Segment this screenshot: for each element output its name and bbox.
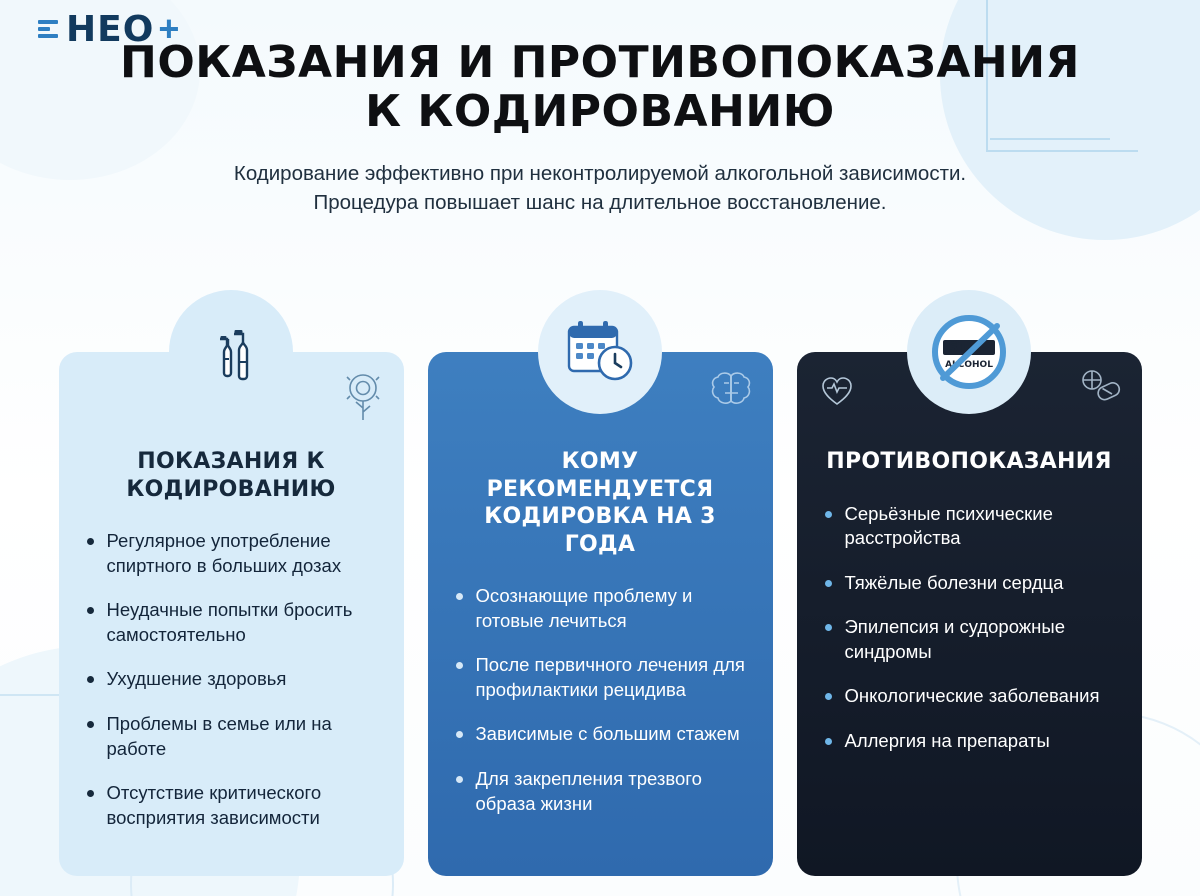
list-item: Для закрепления трезвого образа жизни — [454, 767, 747, 816]
list-item: Эпилепсия и судорожные синдромы — [823, 615, 1116, 664]
brand-plus: + — [158, 8, 180, 49]
brain-icon — [707, 368, 755, 417]
list-item: Аллергия на препараты — [823, 729, 1116, 754]
card-title: КОМУ РЕКОМЕНДУЕТСЯ КОДИРОВКА НА 3 ГОДА — [484, 449, 716, 557]
brand-name: HEO — [66, 8, 155, 50]
brand-logo — [38, 8, 179, 50]
pills-icon — [1078, 368, 1124, 419]
page-subtitle — [150, 159, 1050, 218]
list-item: Осознающие проблему и готовые лечиться — [454, 584, 747, 633]
list-item: Серьёзные психические расстройства — [823, 502, 1116, 551]
list-item: Отсутствие критического восприятия зависимости — [85, 781, 378, 830]
list-item: Зависимые с большим стажем — [454, 722, 747, 747]
alcohol-label: ALCOHOL — [945, 360, 993, 370]
page-title: ПОКАЗАНИЯ И ПРОТИВОПОКАЗАНИЯ К КОДИРОВАНИЮ — [120, 37, 1080, 138]
list-item: Онкологические заболевания — [823, 684, 1116, 709]
card-title: ПОКАЗАНИЯ К КОДИРОВАНИЮ — [126, 449, 336, 502]
list-item: Ухудшение здоровья — [85, 667, 378, 692]
list-item: Проблемы в семье или на работе — [85, 712, 378, 761]
card-title: ПРОТИВОПОКАЗАНИЯ — [826, 449, 1112, 474]
card-recommended-3-years — [428, 352, 773, 876]
calendar-clock-icon — [538, 290, 662, 414]
list-item: Регулярное употребление спиртного в больших дозах — [85, 529, 378, 578]
subtitle-line-1: Кодирование эффективно при неконтролируемой алкогольной зависимости. — [233, 161, 967, 185]
card-item-list — [85, 529, 378, 830]
stop-alcohol-icon — [907, 290, 1031, 414]
card-item-list — [823, 502, 1116, 754]
neo-bars-icon — [38, 20, 58, 38]
header — [0, 0, 1200, 218]
cards-row — [0, 340, 1200, 876]
bottles-icon — [169, 290, 293, 414]
list-item: Неудачные попытки бросить самостоятельно — [85, 598, 378, 647]
subtitle-line-2: Процедура повышает шанс на длительное восстановление. — [313, 191, 887, 215]
card-contraindications — [797, 340, 1142, 876]
tree-icon — [340, 368, 386, 427]
card-indications — [59, 352, 404, 876]
card-item-list — [454, 584, 747, 816]
list-item: После первичного лечения для профилактики рецидива — [454, 653, 747, 702]
heart-icon — [815, 368, 859, 417]
list-item: Тяжёлые болезни сердца — [823, 571, 1116, 596]
stop-label: STOP — [948, 340, 990, 356]
